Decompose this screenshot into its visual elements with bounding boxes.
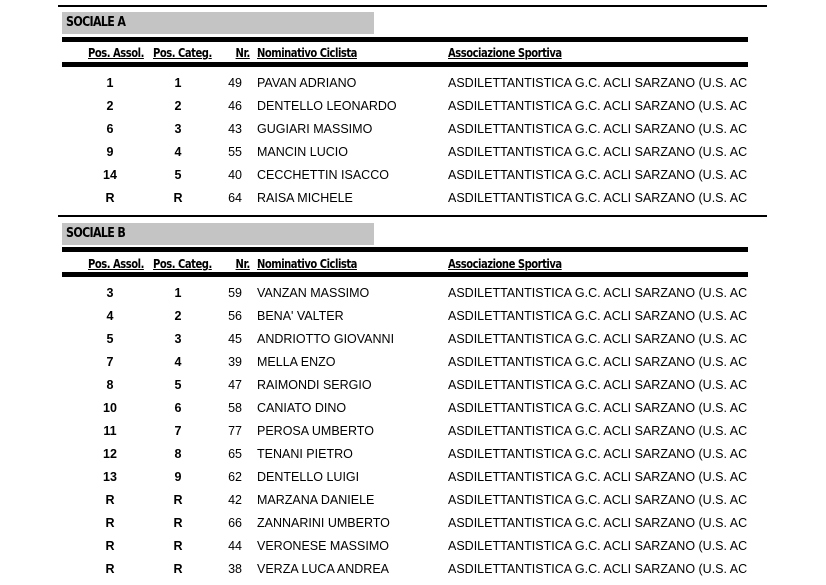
cell-associazione: ASDILETTANTISTICA G.C. ACLI SARZANO (U.S. AC (448, 447, 748, 461)
cell-pos-categ: 2 (174, 309, 182, 323)
cell-associazione: ASDILETTANTISTICA G.C. ACLI SARZANO (U.S. AC (448, 401, 748, 415)
cell-pos-assol: 13 (103, 470, 117, 484)
cell-nominativo: PEROSA UMBERTO (257, 424, 374, 438)
table-row (0, 309, 826, 329)
table-row (0, 286, 826, 306)
cell-pos-categ: 5 (174, 168, 182, 182)
table-row (0, 401, 826, 421)
table-row (0, 99, 826, 119)
cell-nominativo: ANDRIOTTO GIOVANNI (257, 332, 395, 346)
header-nominativo: Nominativo Ciclista (257, 256, 357, 271)
cell-pos-assol: 14 (103, 168, 117, 182)
cell-nr: 58 (228, 401, 242, 415)
cell-nr: 38 (228, 562, 242, 576)
header-associazione: Associazione Sportiva (448, 256, 562, 271)
cell-associazione: ASDILETTANTISTICA G.C. ACLI SARZANO (U.S. AC (448, 191, 748, 205)
table-row (0, 447, 826, 467)
cell-associazione: ASDILETTANTISTICA G.C. ACLI SARZANO (U.S. AC (448, 470, 748, 484)
cell-associazione: ASDILETTANTISTICA G.C. ACLI SARZANO (U.S. AC (448, 99, 748, 113)
cell-nr: 46 (228, 99, 242, 113)
cell-nr: 59 (228, 286, 242, 300)
cell-nominativo: BENA' VALTER (257, 309, 344, 323)
section-title: SOCIALE B (66, 225, 126, 241)
cell-pos-assol: 6 (106, 122, 114, 136)
cell-nominativo: TENANI PIETRO (257, 447, 353, 461)
cell-associazione: ASDILETTANTISTICA G.C. ACLI SARZANO (U.S. AC (448, 562, 748, 576)
cell-pos-categ: 7 (174, 424, 182, 438)
header-top-rule (62, 247, 748, 252)
table-row (0, 378, 826, 398)
cell-associazione: ASDILETTANTISTICA G.C. ACLI SARZANO (U.S. AC (448, 76, 748, 90)
header-nr: Nr. (235, 45, 250, 60)
cell-pos-categ: R (173, 562, 183, 576)
table-row (0, 76, 826, 96)
header-top-rule (62, 37, 748, 42)
cell-pos-assol: 10 (103, 401, 117, 415)
cell-pos-categ: 5 (174, 378, 182, 392)
cell-nr: 66 (228, 516, 242, 530)
section-title-bar (62, 223, 374, 245)
cell-nr: 62 (228, 470, 242, 484)
cell-nominativo: PAVAN ADRIANO (257, 76, 357, 90)
cell-nominativo: RAIMONDI SERGIO (257, 378, 372, 392)
cell-nr: 45 (228, 332, 242, 346)
cell-pos-assol: 7 (106, 355, 114, 369)
header-associazione: Associazione Sportiva (448, 45, 562, 60)
cell-pos-assol: 5 (106, 332, 114, 346)
cell-associazione: ASDILETTANTISTICA G.C. ACLI SARZANO (U.S. AC (448, 493, 748, 507)
cell-associazione: ASDILETTANTISTICA G.C. ACLI SARZANO (U.S. AC (448, 145, 748, 159)
cell-nominativo: VERONESE MASSIMO (257, 539, 389, 553)
section-title-bar (62, 12, 374, 34)
cell-nominativo: VERZA LUCA ANDREA (257, 562, 389, 576)
table-row (0, 355, 826, 375)
cell-nominativo: RAISA MICHELE (257, 191, 353, 205)
cell-pos-categ: 4 (174, 355, 182, 369)
cell-pos-assol: 2 (106, 99, 114, 113)
cell-associazione: ASDILETTANTISTICA G.C. ACLI SARZANO (U.S. AC (448, 309, 748, 323)
section-divider (58, 5, 767, 7)
cell-nr: 55 (228, 145, 242, 159)
cell-pos-categ: 3 (174, 122, 182, 136)
cell-pos-assol: 12 (103, 447, 117, 461)
cell-nominativo: DENTELLO LEONARDO (257, 99, 397, 113)
cell-associazione: ASDILETTANTISTICA G.C. ACLI SARZANO (U.S. AC (448, 424, 748, 438)
cell-pos-categ: 4 (174, 145, 182, 159)
cell-pos-assol: R (105, 493, 115, 507)
table-row (0, 332, 826, 352)
cell-nominativo: CANIATO DINO (257, 401, 347, 415)
table-row (0, 424, 826, 444)
cell-pos-categ: 8 (174, 447, 182, 461)
table-row (0, 539, 826, 559)
section-title: SOCIALE A (66, 14, 126, 30)
header-pos-assol: Pos. Assol. (88, 256, 144, 271)
cell-nr: 42 (228, 493, 242, 507)
cell-pos-categ: 3 (174, 332, 182, 346)
cell-nominativo: CECCHETTIN ISACCO (257, 168, 389, 182)
header-pos-categ: Pos. Categ. (153, 45, 212, 60)
cell-associazione: ASDILETTANTISTICA G.C. ACLI SARZANO (U.S. AC (448, 332, 748, 346)
cell-nominativo: ZANNARINI UMBERTO (257, 516, 390, 530)
cell-associazione: ASDILETTANTISTICA G.C. ACLI SARZANO (U.S. AC (448, 539, 748, 553)
cell-pos-categ: 9 (174, 470, 182, 484)
cell-nominativo: MANCIN LUCIO (257, 145, 348, 159)
cell-associazione: ASDILETTANTISTICA G.C. ACLI SARZANO (U.S. AC (448, 516, 748, 530)
table-row (0, 145, 826, 165)
table-row (0, 562, 826, 582)
cell-pos-categ: 6 (174, 401, 182, 415)
cell-associazione: ASDILETTANTISTICA G.C. ACLI SARZANO (U.S. AC (448, 122, 748, 136)
cell-nr: 47 (228, 378, 242, 392)
cell-associazione: ASDILETTANTISTICA G.C. ACLI SARZANO (U.S. AC (448, 378, 748, 392)
cell-pos-categ: 1 (174, 286, 182, 300)
cell-nr: 43 (228, 122, 242, 136)
cell-pos-assol: 8 (106, 378, 114, 392)
cell-nr: 65 (228, 447, 242, 461)
cell-pos-categ: R (173, 539, 183, 553)
cell-associazione: ASDILETTANTISTICA G.C. ACLI SARZANO (U.S. AC (448, 355, 748, 369)
cell-pos-assol: 3 (106, 286, 114, 300)
cell-nominativo: MARZANA DANIELE (257, 493, 375, 507)
cell-pos-categ: 2 (174, 99, 182, 113)
header-bottom-rule (62, 62, 748, 67)
table-row (0, 516, 826, 536)
cell-pos-assol: R (105, 516, 115, 530)
column-headers (0, 45, 826, 61)
cell-nominativo: MELLA ENZO (257, 355, 336, 369)
table-row (0, 493, 826, 513)
cell-pos-assol: R (105, 191, 115, 205)
table-row (0, 122, 826, 142)
header-pos-assol: Pos. Assol. (88, 45, 144, 60)
cell-nr: 40 (228, 168, 242, 182)
cell-associazione: ASDILETTANTISTICA G.C. ACLI SARZANO (U.S. AC (448, 286, 748, 300)
cell-nr: 64 (228, 191, 242, 205)
cell-nr: 56 (228, 309, 242, 323)
cell-pos-assol: 11 (103, 424, 117, 438)
cell-pos-categ: R (173, 191, 183, 205)
cell-pos-assol: 1 (106, 76, 114, 90)
header-pos-categ: Pos. Categ. (153, 256, 212, 271)
cell-pos-assol: 9 (106, 145, 114, 159)
cell-pos-categ: R (173, 493, 183, 507)
cell-pos-assol: R (105, 562, 115, 576)
table-row (0, 191, 826, 211)
header-nominativo: Nominativo Ciclista (257, 45, 357, 60)
cell-associazione: ASDILETTANTISTICA G.C. ACLI SARZANO (U.S. AC (448, 168, 748, 182)
cell-nr: 49 (228, 76, 242, 90)
cell-nominativo: DENTELLO LUIGI (257, 470, 360, 484)
table-row (0, 168, 826, 188)
table-row (0, 470, 826, 490)
cell-pos-assol: R (105, 539, 115, 553)
header-nr: Nr. (235, 256, 250, 271)
header-bottom-rule (62, 272, 748, 277)
cell-nominativo: GUGIARI MASSIMO (257, 122, 373, 136)
cell-nominativo: VANZAN MASSIMO (257, 286, 370, 300)
cell-nr: 39 (228, 355, 242, 369)
section-divider (58, 215, 767, 217)
cell-nr: 44 (228, 539, 242, 553)
cell-pos-assol: 4 (106, 309, 114, 323)
cell-nr: 77 (228, 424, 242, 438)
column-headers (0, 256, 826, 272)
cell-pos-categ: 1 (174, 76, 182, 90)
cell-pos-categ: R (173, 516, 183, 530)
